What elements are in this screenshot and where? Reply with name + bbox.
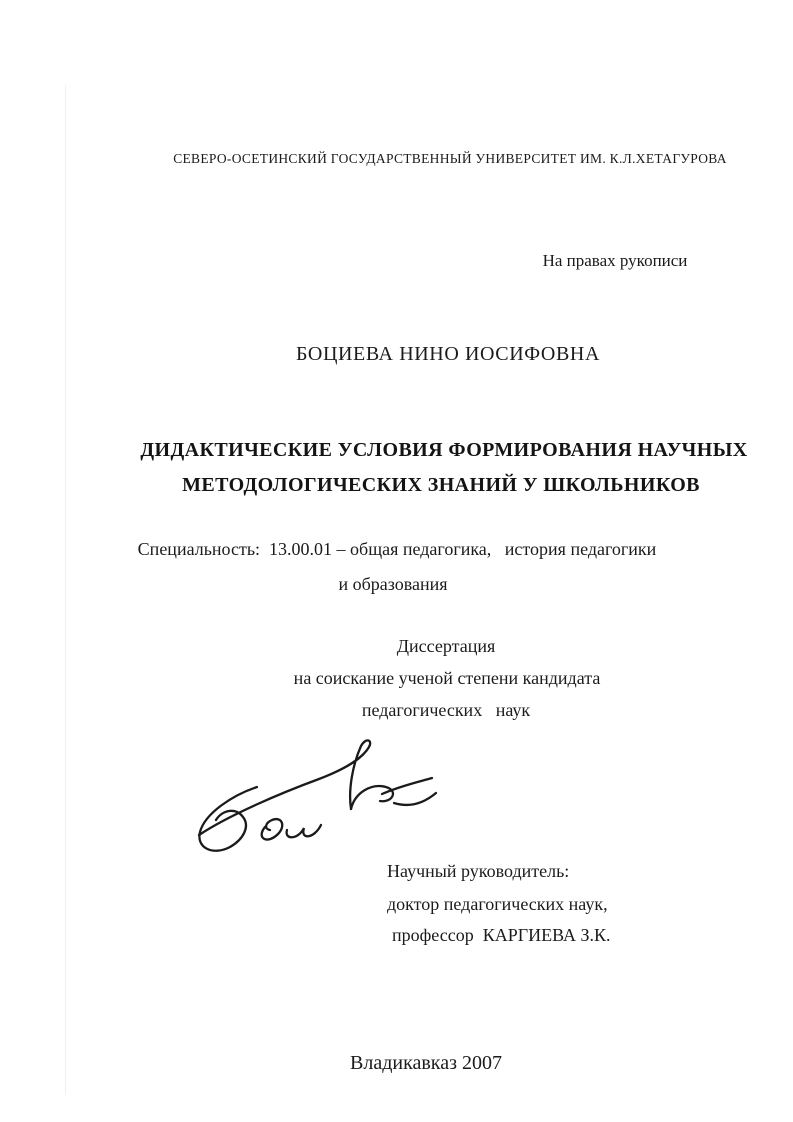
specialty-line1: Специальность: 13.00.01 – общая педагогика, история педагогики (137, 539, 657, 559)
thesis-field-line: педагогических наук (361, 700, 531, 720)
supervisor-name: профессор КАРГИЕВА З.К. (392, 925, 611, 945)
city-year: Владикавказ 2007 (349, 1052, 503, 1074)
manuscript-note: На правах рукописи (542, 251, 688, 270)
specialty-line2: и образования (338, 574, 448, 594)
supervisor-label: Научный руководитель: (387, 861, 570, 881)
handwritten-signature (185, 733, 445, 858)
thesis-type: Диссертация (396, 636, 496, 656)
scan-edge-artifact (65, 85, 66, 1095)
author-name: БОЦИЕВА НИНО ИОСИФОВНА (295, 343, 601, 365)
thesis-degree-line: на соискание ученой степени кандидата (293, 668, 601, 688)
dissertation-title-line2: МЕТОДОЛОГИЧЕСКИХ ЗНАНИЙ У ШКОЛЬНИКОВ (182, 474, 700, 496)
dissertation-title-line1: ДИДАКТИЧЕСКИЕ УСЛОВИЯ ФОРМИРОВАНИЯ НАУЧНЫХ (140, 439, 748, 461)
supervisor-degree: доктор педагогических наук, (387, 894, 608, 914)
university-name: СЕВЕРО-ОСЕТИНСКИЙ ГОСУДАРСТВЕННЫЙ УНИВЕРСИТЕТ ИМ. К.Л.ХЕТАГУРОВА (173, 151, 727, 166)
